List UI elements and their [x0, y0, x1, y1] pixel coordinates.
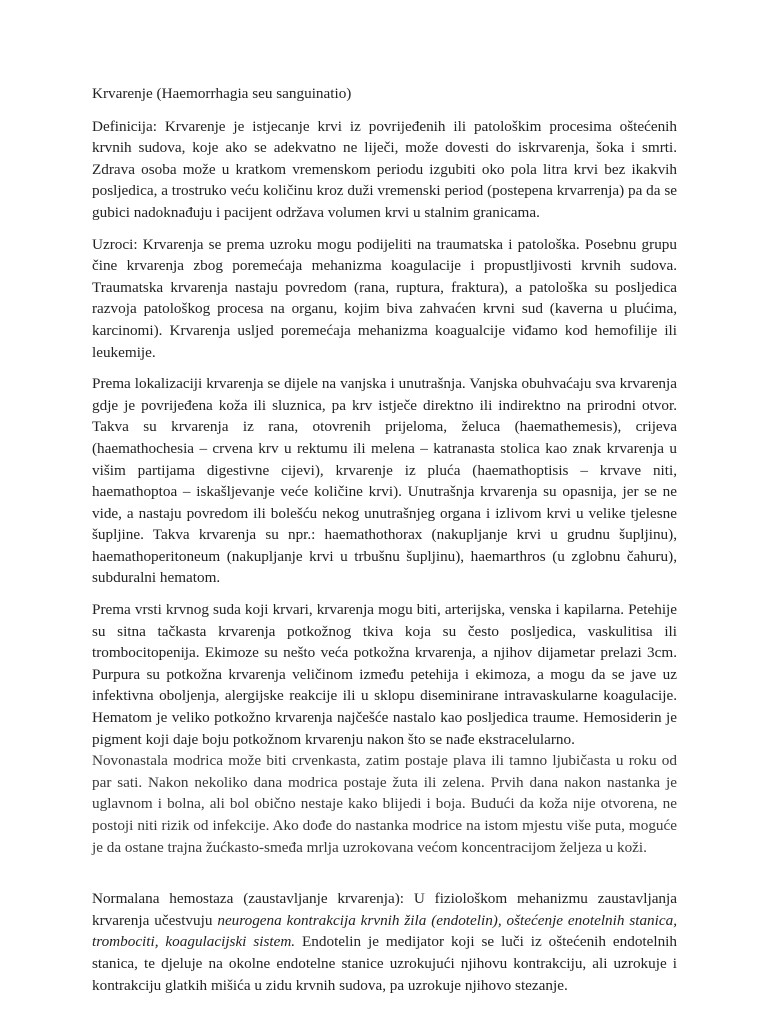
hemostasis-text-start: Normalana hemostaza (zaustavljanje krvarenja): U fiziološkom mehanizmu zaustavljanja krvarenja učestvuju	[92, 890, 677, 929]
paragraph-bruise: Novonastala modrica može biti crvenkasta, zatim postaje plava ili tamno ljubičasta u roku od par sati. Nakon nekoliko dana modrica postaje žuta ili zelena. Prvih dana nakon nastanka je uglavnom i bolna, ali bol obično nestaje kako blijedi i boja. Budući da koža nije otvorena, ne postoji niti rizik od infekcije. Ako dođe do nastanka modrice na istom mjestu više puta, moguće je da ostane trajna žućkasto-smeđa mrlja uzrokovana većom koncentracijom željeza u koži.	[92, 752, 677, 856]
paragraph-definition: Definicija: Krvarenje je istjecanje krvi iz povrijeđenih ili patološkim procesima oštećenih krvnih sudova, koje ako se adekvatno ne liječi, može dovesti do iskrvarenja, šoka i smrti. Zdrava osoba može u kratkom vremenskom periodu izgubiti oko pola litra krvi bez ikakvih posljedica, a trostruko veću količinu kroz duži vremenski period (postepena krvarrenja) pa da se gubici nadoknađuju i pacijent održava volumen krvi u stalnim granicama.	[92, 117, 677, 221]
paragraph-vessel-type	[92, 599, 677, 858]
paragraph-hemostasis	[92, 888, 677, 996]
document-page	[92, 83, 677, 1006]
paragraph-vessel-type-main: Prema vrsti krvnog suda koji krvari, krvarenja mogu biti, arterijska, venska i kapilarna. Petehije su sitna tačkasta krvarenja potkožnog tkiva koja su često posljedica, vaskulitisa ili trombocitopenija. Ekimoze su nešto veća potkožna krvarenja, a njihov dijametar prelazi 3cm. Purpura su potkožna krvarenja veličinom između petehija i ekimoza, a mogu da se jave uz infektivna oboljenja, alergijske reakcije ili u sklopu diseminirane intravaskularne koagulacije. Hematom je veliko potkožno krvarenja najčešće nastalo kao posljedica traume. Hemosiderin je pigment koji daje boju potkožnom krvarenju nakon što se nađe ekstracelularno.	[92, 601, 677, 748]
document-title: Krvarenje (Haemorrhagia seu sanguinatio)	[92, 85, 352, 102]
hemostasis-text-end: Endotelin je medijator koji se luči iz oštećenih endotelnih stanica, te djeluje na okolne endotelne stanice uzrokujući njihovu kontrakciju, ali uzrokuje i kontrakciju glatkih mišića u zidu krvnih sudova, pa uzrokuje njihovo stezanje.	[92, 933, 678, 994]
paragraph-localization: Prema lokalizaciji krvarenja se dijele na vanjska i unutrašnja. Vanjska obuhvaćaju sva krvarenja gdje je povrijeđena koža ili sluznica, pa krv istječe direktno ili indirektno na prirodni otvor. Takva su krvarenja iz rana, otovrenih prijeloma, želuca (haemathemesis), crijeva (haemathochesia – crvena krv u rektumu ili melena – katranasta stolica kao znak krvarenja u višim partijama digestivne cijevi), krvarenje iz pluća (haemathoptisis – krvave niti, haemathoptoa – iskašljevanje veće količine krvi). Unutrašnja krvarenja su opasnija, jer se ne vide, a nastaju povredom ili bolešću nekog unutrašnjeg organa i izlivom krvi u velike tjelesne šupljine. Takva krvarenja su npr.: haemathothorax (nakupljanje krvi u grudnu šupljinu), haemathoperitoneum (nakupljanje krvi u trbušnu šupljinu), haemarthros (u zglobnu čahuru), subduralni hematom.	[92, 375, 677, 587]
hemostasis-emphasis: neurogena kontrakcija krvnih žila (endotelin), oštećenje enotelnih stanica, trombociti, koagulacijski sistem.	[92, 911, 678, 951]
paragraph-causes: Uzroci: Krvarenja se prema uzroku mogu podijeliti na traumatska i patološka. Posebnu grupu čine krvarenja zbog poremećaja mehanizma koagulacije i propustljivosti krvnih sudova. Traumatska krvarenja nastaju povredom (rana, ruptura, fraktura), a patološka su posljedica razvoja patološkog procesa na organu, kojim biva zahvaćen krvni sud (kaverna u plućima, karcinomi). Krvarenja usljed poremećaja mehanizma koagualcije viđamo kod hemofilije ili leukemije.	[92, 235, 677, 361]
